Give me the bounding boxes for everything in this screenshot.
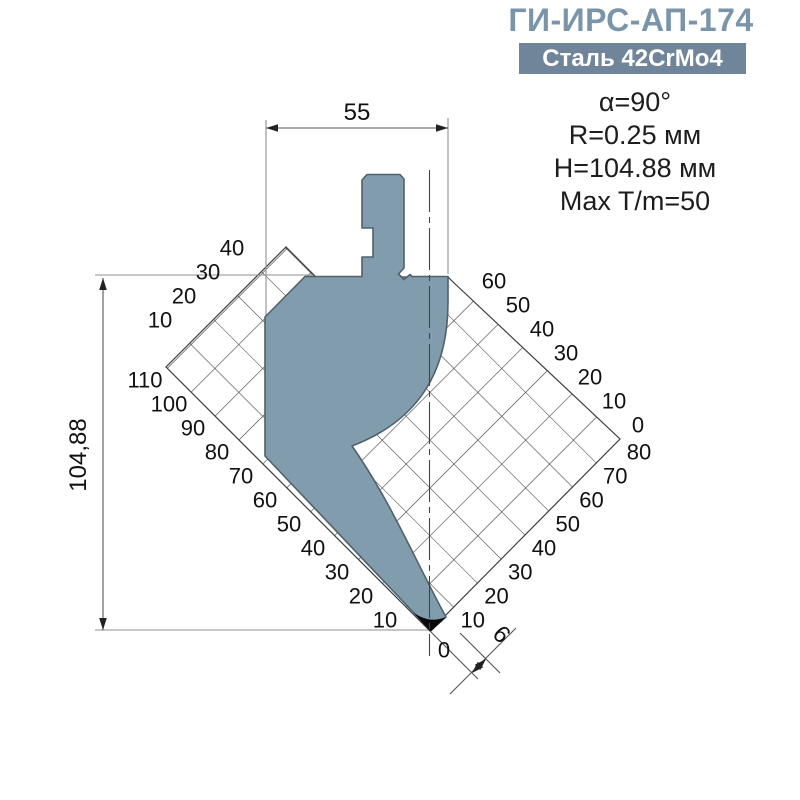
dim-55-text: 55 — [343, 99, 371, 126]
scale-label: 80 — [204, 439, 230, 465]
steel-grade-badge: Сталь 42CrMo4 — [519, 43, 746, 74]
scale-label: 60 — [579, 487, 604, 513]
scale-label: 30 — [324, 559, 350, 585]
scale-label: 50 — [276, 511, 302, 537]
scale-label: 20 — [171, 283, 197, 309]
origin-zero-label: 0 — [437, 637, 451, 663]
scale-label: 10 — [601, 388, 627, 414]
dimension-arrowhead — [436, 124, 448, 132]
scale-label: 40 — [531, 535, 557, 561]
scale-label: 10 — [460, 607, 485, 633]
scale-label: 60 — [481, 268, 507, 294]
scale-label: 70 — [603, 463, 628, 489]
dimension-arrowhead — [99, 618, 107, 630]
dim-height-text: 104,88 — [65, 418, 92, 492]
scale-label: 90 — [180, 415, 206, 441]
scale-label: 40 — [300, 535, 326, 561]
scale-label: 0 — [631, 412, 645, 438]
scale-label: 50 — [555, 511, 580, 537]
spec-radius: R=0.25 мм — [568, 120, 702, 150]
dimension-arrowhead — [266, 124, 278, 132]
scale-label: 80 — [626, 439, 652, 465]
scale-label: 10 — [147, 307, 173, 333]
scale-label: 20 — [348, 583, 374, 609]
scale-label: 70 — [228, 463, 254, 489]
scale-label: 20 — [577, 364, 603, 390]
scale-label: 50 — [505, 292, 531, 318]
spec-height: H=104.88 мм — [553, 153, 717, 183]
scale-label: 30 — [553, 340, 579, 366]
scale-label: 20 — [484, 583, 509, 609]
scale-label: 40 — [219, 235, 245, 261]
dimension-arrowhead — [99, 278, 107, 290]
scale-label: 110 — [127, 367, 163, 393]
scale-label: 40 — [529, 316, 555, 342]
scale-label: 10 — [372, 607, 398, 633]
scale-label: 30 — [508, 559, 533, 585]
scale-label: 60 — [252, 487, 278, 513]
spec-angle: α=90° — [598, 87, 672, 117]
scale-label: 100 — [150, 391, 188, 417]
dim-6-text: 6 — [487, 620, 516, 649]
page-title: ГИ-ИРС-АП-174 — [508, 2, 754, 38]
scale-label: 30 — [195, 259, 221, 285]
spec-max-load: Max T/m=50 — [559, 186, 711, 216]
